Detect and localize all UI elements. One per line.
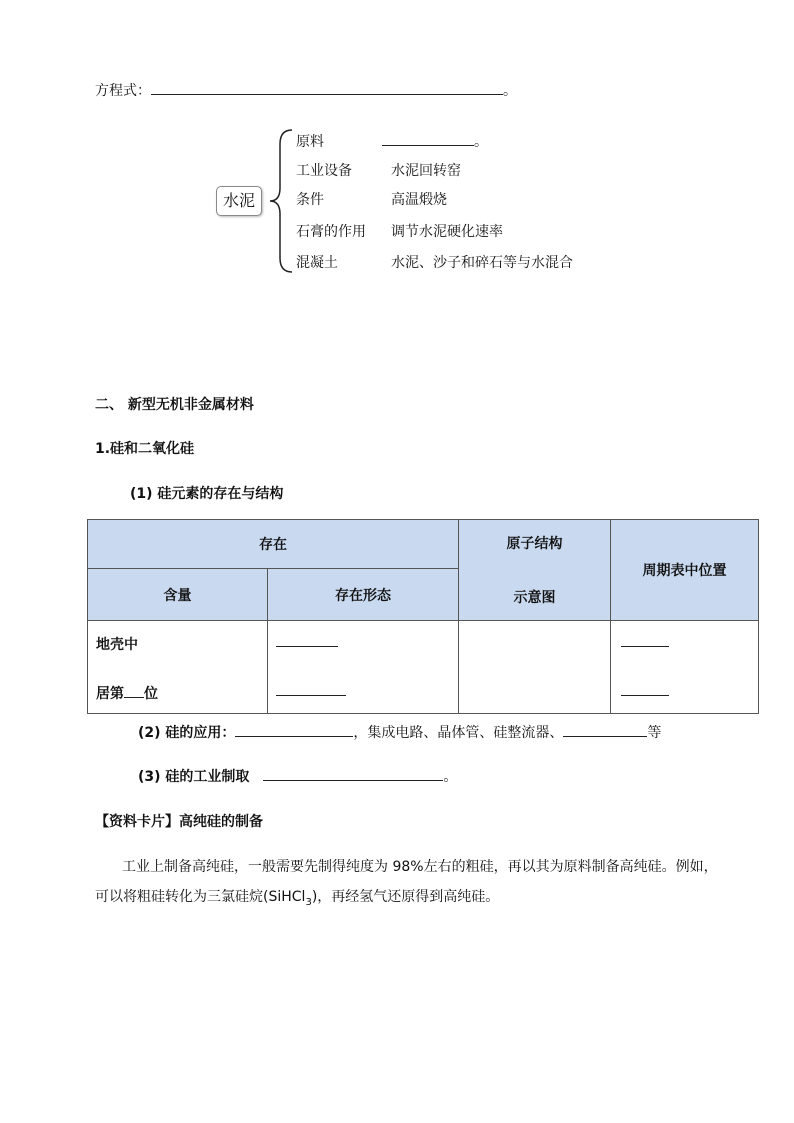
silicon-applications-line (138, 722, 661, 742)
cement-raw-end: 。 (474, 134, 488, 150)
production-label: (3) 硅的工业制取 (138, 769, 250, 785)
production-blank (263, 766, 443, 781)
applications-end: 等 (647, 725, 662, 741)
applications-label: (2) 硅的应用： (138, 725, 236, 741)
cell-crust: 地壳中 (96, 637, 138, 653)
curly-brace-icon (268, 128, 294, 274)
applications-blank-2 (563, 722, 647, 737)
cell-rank (96, 683, 158, 703)
cement-row-equipment-key: 工业设备 (296, 163, 352, 179)
cell-form (268, 621, 459, 714)
equation-label: 方程式： (95, 83, 151, 99)
period-blank-1 (621, 634, 669, 647)
applications-blank-1 (235, 722, 353, 737)
cement-row-concrete-value: 水泥、沙子和碎石等与水混合 (391, 255, 573, 271)
applications-mid: ，集成电路、晶体管、硅整流器、 (353, 725, 564, 741)
line2-part-a: 可以将粗硅转化为三氯硅烷(SiHCl (95, 889, 306, 905)
rank-suffix: 位 (144, 686, 158, 702)
equation-line (95, 80, 517, 100)
cement-row-condition-key: 条件 (296, 192, 324, 208)
header-period-position: 周期表中位置 (611, 520, 759, 621)
rank-blank (124, 685, 144, 698)
silicon-table (87, 519, 759, 714)
cement-row-concrete-key: 混凝土 (296, 255, 338, 271)
cement-row-gypsum-value: 调节水泥硬化速率 (391, 224, 503, 240)
cement-title-box: 水泥 (216, 186, 262, 216)
header-structure-line1: 原子结构 (506, 536, 563, 552)
line2-part-b: )，再经氢气还原得到高纯硅。 (311, 889, 500, 905)
cement-row-equipment-value: 水泥回转窑 (391, 163, 461, 179)
info-paragraph-line1: 工业上制备高纯硅，一般需要先制得纯度为 98%左右的粗硅，再以其为原料制备高纯硅。例如， (122, 859, 718, 875)
info-paragraph-line2 (95, 886, 499, 908)
header-form: 存在形态 (268, 569, 459, 621)
form-blank-2 (276, 683, 346, 696)
equation-blank (151, 80, 503, 95)
production-end: 。 (443, 769, 458, 785)
cell-content (88, 621, 268, 714)
cement-key: 原料 (296, 134, 324, 150)
header-exist: 存在 (88, 520, 459, 569)
line2-subscript: 3 (305, 896, 312, 908)
section-2-heading: 二、 新型无机非金属材料 (95, 397, 254, 413)
cell-period-position (611, 621, 759, 714)
header-atomic-structure (459, 520, 611, 621)
cement-row-gypsum-key: 石膏的作用 (296, 224, 366, 240)
info-card-heading: 【资料卡片】高纯硅的制备 (95, 814, 263, 830)
period-blank-2 (621, 683, 669, 696)
silicon-production-line (138, 766, 457, 786)
equation-end: 。 (503, 83, 517, 99)
rank-prefix: 居第 (96, 686, 124, 702)
raw-material-blank (382, 131, 474, 146)
cement-row-condition-value: 高温煅烧 (391, 192, 447, 208)
subsection-1-heading: 1.硅和二氧化硅 (95, 441, 195, 457)
cement-row-raw (296, 131, 324, 151)
header-content: 含量 (88, 569, 268, 621)
subsection-1-1-heading: (1) 硅元素的存在与结构 (130, 486, 284, 502)
header-structure-line2: 示意图 (513, 590, 556, 606)
cell-atomic-structure (459, 621, 611, 714)
form-blank-1 (276, 634, 338, 647)
cement-raw-blank (382, 131, 488, 151)
